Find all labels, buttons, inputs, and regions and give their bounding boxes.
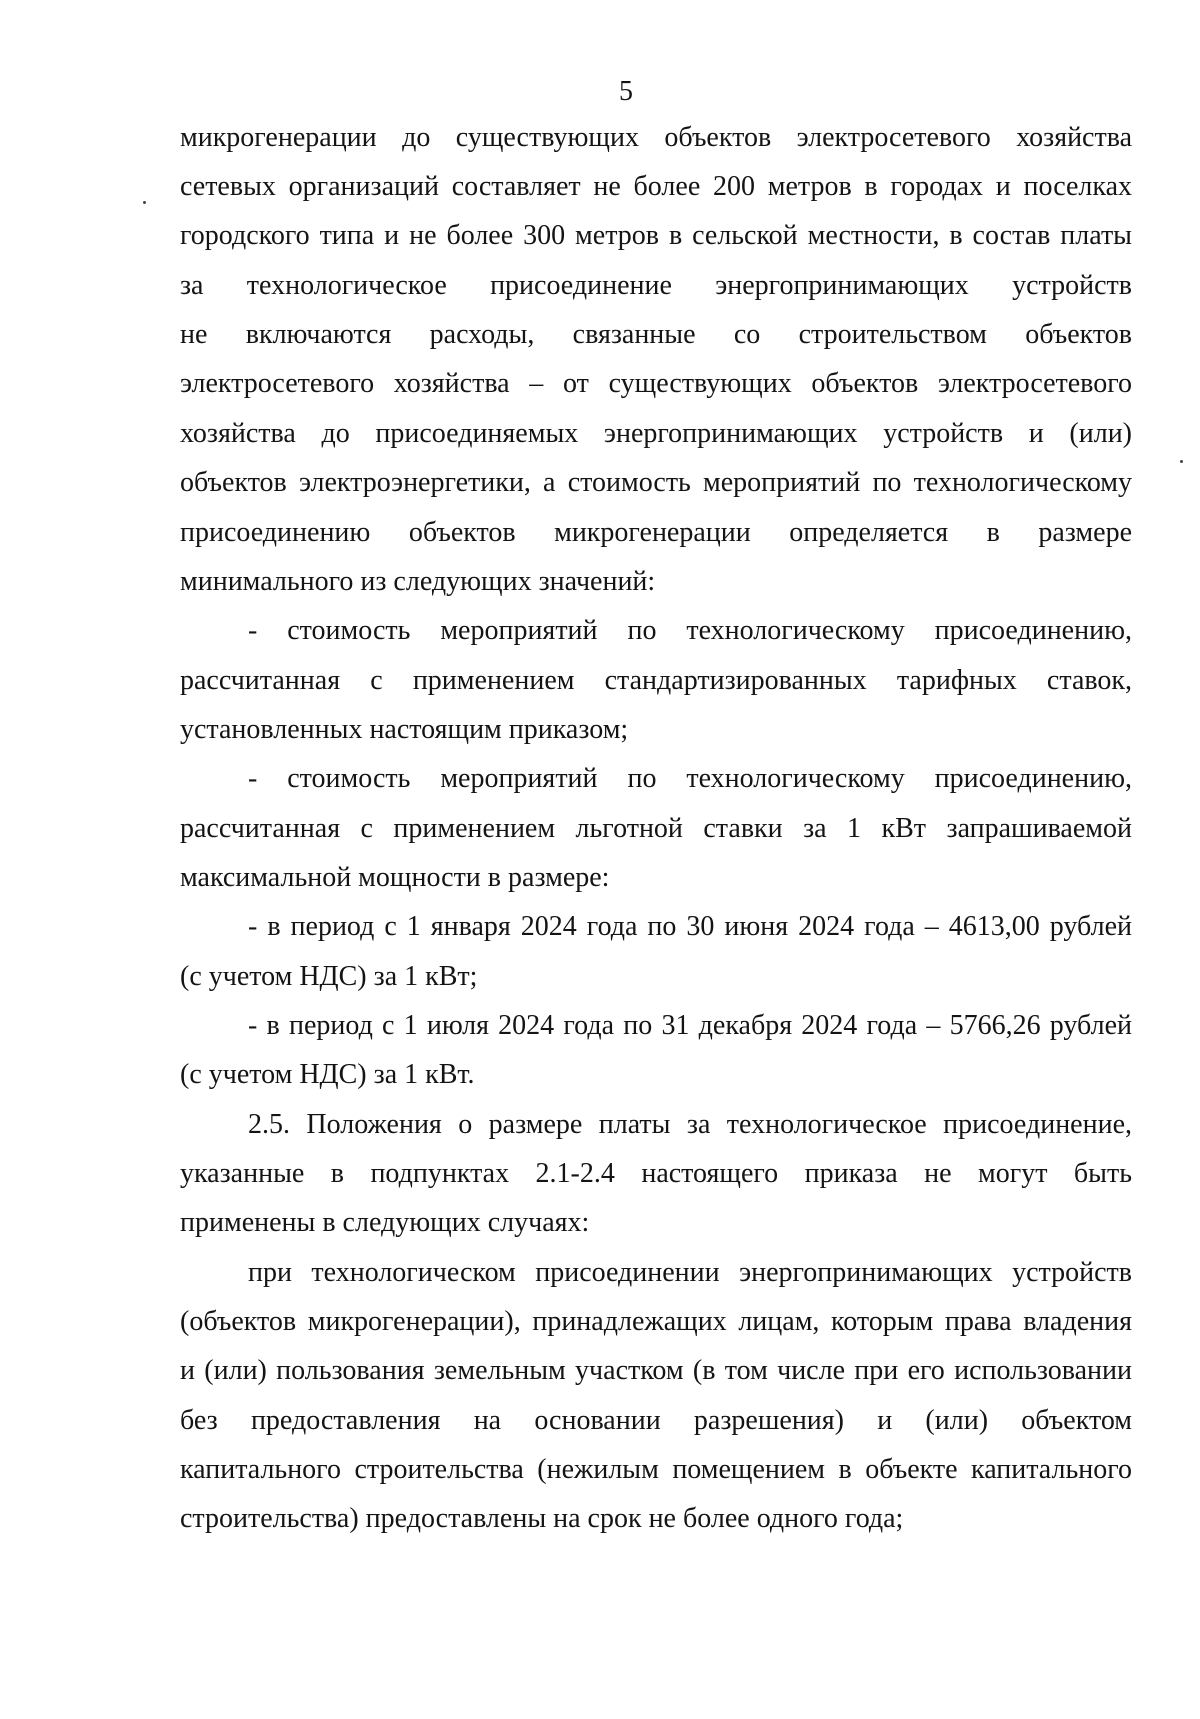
text-line: городского типа и не более 300 метров в сельской местности, в состав платы	[180, 220, 1132, 251]
text-line: 2.5. Положения о размере платы за технологическое присоединение,	[248, 1109, 1132, 1140]
text-line: микрогенерации до существующих объектов электросетевого хозяйства	[180, 122, 1132, 153]
text-line: сетевых организаций составляет не более 200 метров в городах и поселках	[180, 171, 1132, 202]
text-line: присоединению объектов микрогенерации определяется в размере	[180, 517, 1132, 548]
scan-speck	[143, 201, 146, 204]
text-line: электросетевого хозяйства – от существующих объектов электросетевого	[180, 368, 1132, 399]
page-number: 5	[619, 76, 633, 107]
text-line: (с учетом НДС) за 1 кВт;	[180, 961, 478, 992]
scan-speck	[1180, 460, 1183, 463]
text-line: (с учетом НДС) за 1 кВт.	[180, 1059, 475, 1090]
text-line: - стоимость мероприятий по технологическому присоединению,	[248, 763, 1132, 794]
text-line: применены в следующих случаях:	[180, 1207, 590, 1238]
text-line: при технологическом присоединении энергопринимающих устройств	[248, 1257, 1132, 1288]
text-line: - в период с 1 июля 2024 года по 31 декабря 2024 года – 5766,26 рублей	[248, 1010, 1132, 1041]
text-line: - стоимость мероприятий по технологическому присоединению,	[248, 615, 1132, 646]
text-line: объектов электроэнергетики, а стоимость мероприятий по технологическому	[180, 467, 1132, 498]
text-line: - в период с 1 января 2024 года по 30 июня 2024 года – 4613,00 рублей	[248, 911, 1132, 942]
text-line: максимальной мощности в размере:	[180, 862, 610, 893]
text-line: хозяйства до присоединяемых энергопринимающих устройств и (или)	[180, 418, 1132, 449]
text-line: указанные в подпунктах 2.1-2.4 настоящего приказа не могут быть	[180, 1158, 1132, 1189]
text-line: (объектов микрогенерации), принадлежащих лицам, которым права владения	[180, 1306, 1132, 1337]
text-line: не включаются расходы, связанные со строительством объектов	[180, 319, 1132, 350]
text-line: и (или) пользования земельным участком (в том числе при его использовании	[180, 1355, 1132, 1386]
text-line: рассчитанная с применением льготной ставки за 1 кВт запрашиваемой	[180, 813, 1132, 844]
text-line: строительства) предоставлены на срок не более одного года;	[180, 1503, 904, 1534]
text-line: за технологическое присоединение энергопринимающих устройств	[180, 270, 1132, 301]
text-line: минимального из следующих значений:	[180, 566, 656, 597]
text-line: установленных настоящим приказом;	[180, 714, 629, 745]
text-line: рассчитанная с применением стандартизированных тарифных ставок,	[180, 665, 1132, 696]
text-line: без предоставления на основании разрешения) и (или) объектом	[180, 1405, 1132, 1436]
text-line: капитального строительства (нежилым помещением в объекте капитального	[180, 1454, 1132, 1485]
